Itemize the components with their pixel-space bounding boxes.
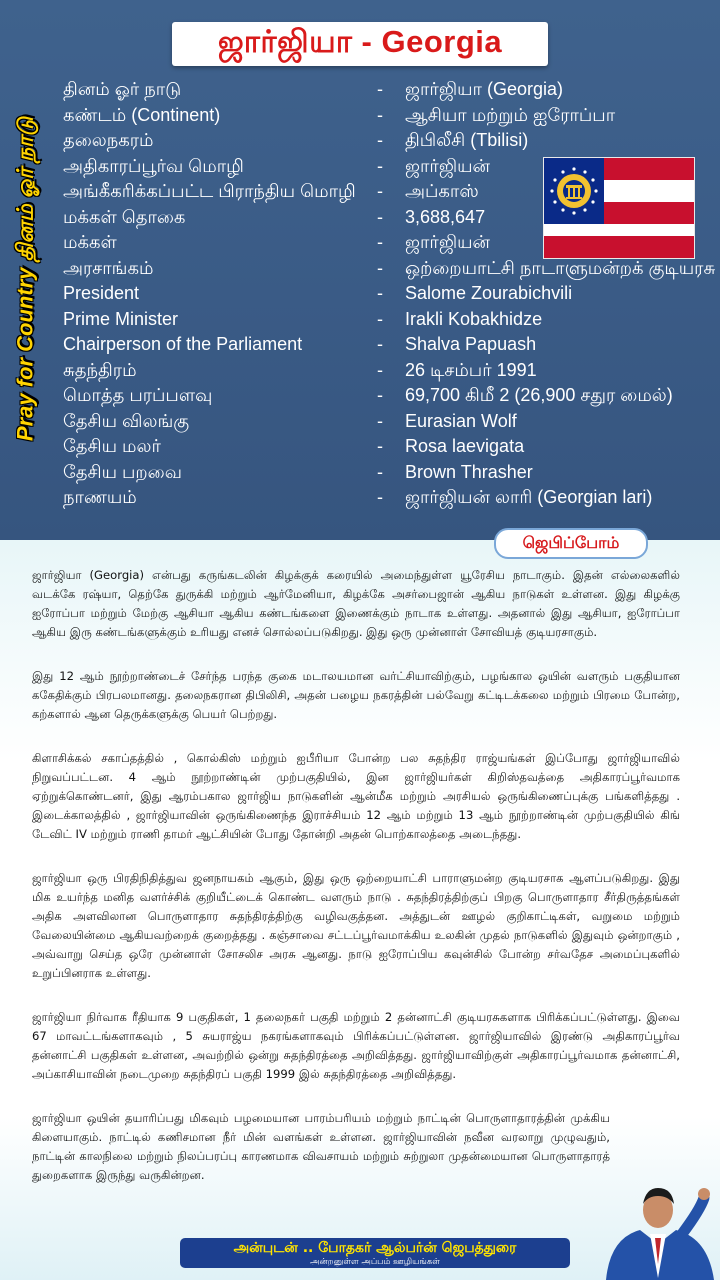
info-row — [63, 256, 716, 282]
info-table — [63, 77, 716, 511]
info-label: Prime Minister — [63, 308, 179, 329]
info-row — [63, 77, 713, 103]
page-title: ஜார்ஜியா - Georgia — [217, 24, 503, 59]
info-label: தேசிய பறவை — [63, 461, 182, 482]
article-paragraph: ஜார்ஜியா ஒரு பிரதிநிதித்துவ ஜனநாயகம் ஆகும், இது ஒரு ஒற்றையாட்சி பாராளுமன்ற குடியரசாக ஆளப்படுகிறது. இது மிக உயர்ந்த மனித வளர்ச்சிக் குறியீட்டைக் கொண்ட வளரும் நாடு . சுதந்திரத்திற்குப் பிறகு பொருளாதார சீர்திருத்தங்கள் அதிக அளவிலான பொருளாதார சுதந்திரத்திற்கு வழிவகுத்தன. அத்துடன் ஊழல் குறிகாட்டிகள், வறுமை மற்றும் வேலையின்மை ஆகியவற்றைக் குறைத்தது . கஞ்சாவை சட்டப்பூர்வமாக்கிய உலகின் முதல் நாடுகளில் இதுவும் ஒன்றாகும் , அவ்வாறு செய்த ஒரே முன்னாள் சோசலிச அரசு ஆனது. நாடு ஐரோப்பிய கவுன்சில் போன்ற சர்வதேச அமைப்புகளில் உறுப்பினராக உள்ளது. — [32, 871, 680, 980]
flag-stripe — [604, 202, 694, 224]
info-row — [63, 281, 713, 307]
article-body — [32, 566, 680, 1210]
info-label: நாணயம் — [63, 487, 137, 507]
article-paragraph: இது 12 ஆம் நூற்றாண்டைச் சேர்ந்த பரந்த குகை மடாலயமான வர்ட்சியாவிற்கும், பழங்கால ஒயின் வளரும் பகுதியான ககேதிக்கும் பிரபலமானது. தலைநகரான திபிலிசி, அதன் பழைய நகரத்தின் பல்வேறு கட்டிடக்கலை மற்றும் பிரமை போன்ற, கற்களால் ஆன தெருக்களுக்கு பெயர் பெற்றது. — [32, 669, 680, 721]
info-label: கண்டம் (Continent) — [63, 104, 221, 125]
article-paragraph: கிளாசிக்கல் சகாப்தத்தில் , கொல்கிஸ் மற்றும் ஐபீரியா போன்ற பல சுதந்திர ராஜ்யங்கள் இப்போது ஜார்ஜியாவில் நிறுவப்பட்டன. 4 ஆம் நூற்றாண்டின் முற்பகுதியில், இன ஜார்ஜியர்கள் கிறிஸ்தவத்தை அதிகாரப்பூர்வமாக ஏற்றுக்கொண்டனர், இது ஆரம்பகால ஜார்ஜிய நாடுகளின் ஆன்மீக மற்றும் அரசியல் ஒருங்கிணைப்புக்கு பங்களித்தது . இடைக்காலத்தில் , ஜார்ஜியாவின் ஒருங்கிணைந்த இராச்சியம் 12 ஆம் மற்றும் 13 ஆம் நூற்றாண்டின் முற்பகுதியில் கிங் டேவிட் IV மற்றும் ராணி தாமர் ஆட்சியின் போது தோன்றி அதன் பொற்காலத்தை அடைந்தது. — [32, 751, 680, 841]
info-row — [63, 332, 713, 358]
info-label: தினம் ஓர் நாடு — [63, 79, 182, 99]
info-label: தலைநகரம் — [63, 130, 154, 150]
info-label: மக்கள் தொகை — [63, 206, 186, 227]
pastor-portrait-icon — [596, 1160, 720, 1280]
info-separator: - — [377, 257, 383, 278]
flag-image — [543, 157, 695, 259]
country-info-panel — [0, 0, 720, 540]
info-label: மக்கள் — [63, 232, 117, 252]
info-separator: - — [377, 104, 383, 125]
info-value: ஆசியா மற்றும் ஐரோப்பா — [405, 104, 616, 125]
info-value: அப்காஸ் — [405, 181, 479, 201]
side-caption — [8, 90, 46, 468]
info-value: ஜார்ஜியா (Georgia) — [405, 79, 563, 99]
info-separator: - — [377, 155, 383, 176]
info-label: அதிகாரப்பூர்வ மொழி — [63, 155, 244, 176]
info-value: திபிலீசி (Tbilisi) — [405, 130, 529, 150]
info-value: 69,700 கிமீ 2 (26,900 சதுர மைல்) — [405, 385, 673, 405]
article-paragraph: ஜார்ஜியா (Georgia) என்பது கருங்கடலின் கிழக்குக் கரையில் அமைந்துள்ள யூரேசிய நாடாகும். இதன் எல்லைகளில் வடக்கே ரஷ்யா, தெற்கே துருக்கி மற்றும் ஆர்மேனியா, கிழக்கே அசர்பைஜான் ஆகிய நாடுகள் உள்ளன. இது கிழக்கு ஐரோப்பா மற்றும் மேற்கு ஆசியா ஆகிய கண்டங்களை இணைக்கும் நாடாக உள்ளது. அதனால் இது ஆசியா, ஐரோப்பா ஆகிய இரு கண்டங்களுக்கும் உரியது எனச் சொல்லப்படுகிறது. இது ஒரு முன்னாள் சோவியத் குடியரசாகும். — [32, 568, 680, 639]
info-value: ஜார்ஜியன் லாரி (Georgian lari) — [405, 487, 653, 507]
info-separator: - — [377, 79, 383, 99]
pray-badge — [494, 528, 648, 559]
info-value: 26 டிசம்பர் 1991 — [405, 359, 537, 380]
info-value: Brown Thrasher — [405, 461, 533, 482]
info-row — [63, 485, 713, 511]
info-label: அரசாங்கம் — [63, 257, 154, 278]
info-separator: - — [377, 410, 383, 431]
info-value: ஜார்ஜியன் — [405, 155, 491, 176]
flag-canton — [544, 158, 604, 224]
info-label: President — [63, 283, 140, 303]
footer-subtitle: அன்றனுள்ள அப்பம் ஊழியங்கள் — [310, 1257, 440, 1267]
info-row — [63, 383, 713, 409]
info-separator: - — [377, 385, 383, 405]
flag-seal-icon — [544, 158, 604, 224]
info-value: Rosa laevigata — [405, 436, 525, 456]
info-separator: - — [377, 487, 383, 507]
info-row — [63, 128, 713, 154]
title-banner — [172, 22, 548, 66]
info-separator: - — [377, 359, 383, 380]
article-paragraph: ஜார்ஜியா ஒயின் தயாரிப்பது மிகவும் பழமையான பாரம்பரியம் மற்றும் நாட்டின் பொருளாதாரத்தின் முக்கிய கிளையாகும். நாட்டில் கணிசமான நீர் மின் வளங்கள் உள்ளன. ஜார்ஜியாவின் நவீன வரலாறு முழுவதும், நாட்டின் காலநிலை மற்றும் நிலப்பரப்பு காரணமாக விவசாயம் மற்றும் சுற்றுலா முதன்மையான பொருளாதாரத் துறைகளாக இருந்து வருகின்றன. — [32, 1111, 610, 1182]
info-value: Salome Zourabichvili — [405, 283, 573, 303]
footer-name: அன்புடன் .. போதகர் ஆல்பர்ன் ஜெபத்துரை — [233, 1240, 517, 1256]
info-separator: - — [377, 206, 383, 227]
info-row — [63, 460, 713, 486]
info-value: Shalva Papuash — [405, 334, 537, 354]
flag-stripe — [604, 180, 694, 202]
info-label: Chairperson of the Parliament — [63, 334, 303, 354]
pray-badge-text: ஜெபிப்போம் — [522, 533, 620, 552]
flag-stripe — [604, 158, 694, 180]
info-separator: - — [377, 130, 383, 150]
info-label: சுதந்திரம் — [63, 359, 137, 380]
footer-banner — [180, 1238, 570, 1268]
article-paragraph: ஜார்ஜியா நிர்வாக ரீதியாக 9 பகுதிகள், 1 தலைநகர் பகுதி மற்றும் 2 தன்னாட்சி குடியரசுகளாக பிரிக்கப்பட்டுள்ளது. இவை 67 மாவட்டங்களாகவும் , 5 சுயராஜ்ய நகரங்களாகவும் பிரிக்கப்பட்டுள்ளன. ஜார்ஜியாவில் இரண்டு அதிகாரப்பூர்வ தன்னாட்சி பகுதிகள் உள்ளன, அவற்றில் ஒன்று சுதந்திரத்தை அறிவித்தது. ஜார்ஜியாவிற்குள் அதிகாரப்பூர்வமாக தன்னாட்சி, அப்காசியாவின் நடைமுறை சுதந்திரப் பகுதி 1999 இல் சுதந்திரத்தை அறிவித்தது. — [32, 1010, 680, 1081]
info-label: தேசிய மலர் — [63, 436, 161, 456]
info-row — [63, 307, 713, 333]
info-separator: - — [377, 436, 383, 456]
info-row — [63, 103, 713, 129]
info-separator: - — [377, 308, 383, 329]
info-value: Eurasian Wolf — [405, 410, 517, 431]
info-label: அங்கீகரிக்கப்பட்ட பிராந்திய மொழி — [63, 181, 356, 201]
info-value: 3,688,647 — [405, 206, 486, 227]
info-label: தேசிய விலங்கு — [63, 410, 190, 431]
info-separator: - — [377, 334, 383, 354]
info-label: மொத்த பரப்பளவு — [63, 385, 213, 405]
side-caption-text: Pray for Country தினம் ஓர் நாடு — [12, 116, 38, 442]
info-value: ஜார்ஜியன் — [405, 232, 491, 252]
info-separator: - — [377, 283, 383, 303]
info-separator: - — [377, 181, 383, 201]
flag-stripe — [544, 224, 694, 236]
info-value: Irakli Kobakhidze — [405, 308, 543, 329]
info-row — [63, 434, 713, 460]
info-row — [63, 409, 713, 435]
info-separator: - — [377, 461, 383, 482]
info-value: ஒற்றையாட்சி நாடாளுமன்றக் குடியரசு — [405, 257, 716, 278]
info-separator: - — [377, 232, 383, 252]
info-row — [63, 358, 713, 384]
